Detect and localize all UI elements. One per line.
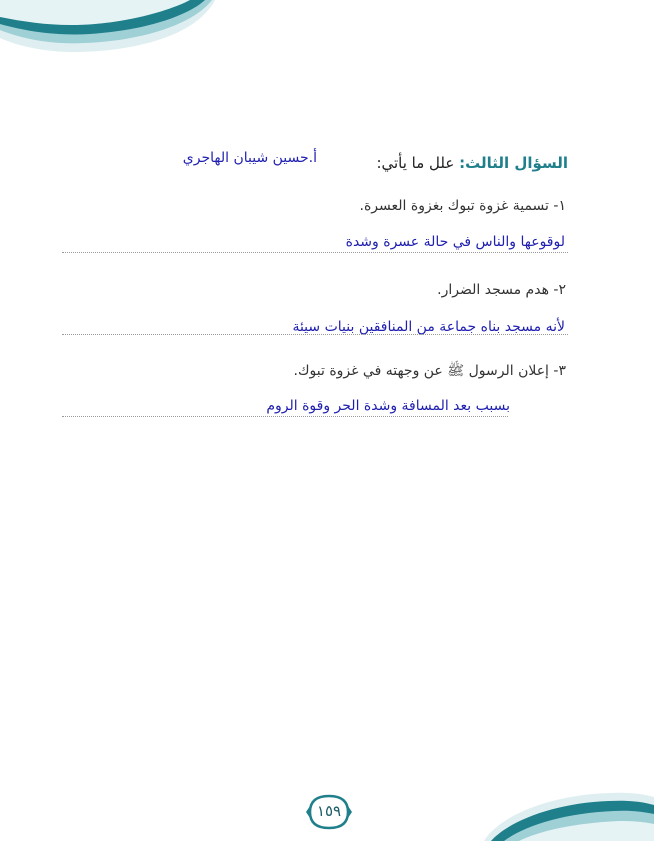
item-3-answer: بسبب بعد المسافة وشدة الحر وقوة الروم	[266, 398, 510, 414]
item-3	[294, 362, 566, 382]
item-2-text: هدم مسجد الضرار.	[437, 282, 549, 298]
item-2-number: ٢-	[553, 282, 566, 298]
top-left-decoration	[0, 0, 230, 60]
item-1-answer-line	[62, 252, 568, 253]
item-2-answer: لأنه مسجد بناه جماعة من المنافقين بنيات سيئة	[292, 319, 565, 335]
item-3-number: ٣-	[553, 363, 566, 379]
item-2	[437, 282, 566, 298]
question-text: علل ما يأتي:	[376, 154, 455, 172]
question-heading	[376, 154, 568, 172]
author-name: أ.حسين شيبان الهاجري	[182, 150, 317, 166]
item-3-text: إعلان الرسول ﷺ عن وجهته في غزوة تبوك.	[293, 363, 549, 379]
item-1-number: ١-	[553, 198, 566, 214]
item-1	[360, 198, 566, 214]
page-number: ١٥٩	[316, 802, 342, 820]
question-label: السؤال الثالث:	[459, 154, 568, 172]
bottom-right-decoration	[479, 781, 654, 841]
item-1-answer: لوقوعها والناس في حالة عسرة وشدة	[345, 234, 565, 250]
item-3-answer-line	[62, 416, 508, 417]
item-2-answer-line	[62, 334, 568, 335]
item-1-text: تسمية غزوة تبوك بغزوة العسرة.	[359, 198, 549, 214]
